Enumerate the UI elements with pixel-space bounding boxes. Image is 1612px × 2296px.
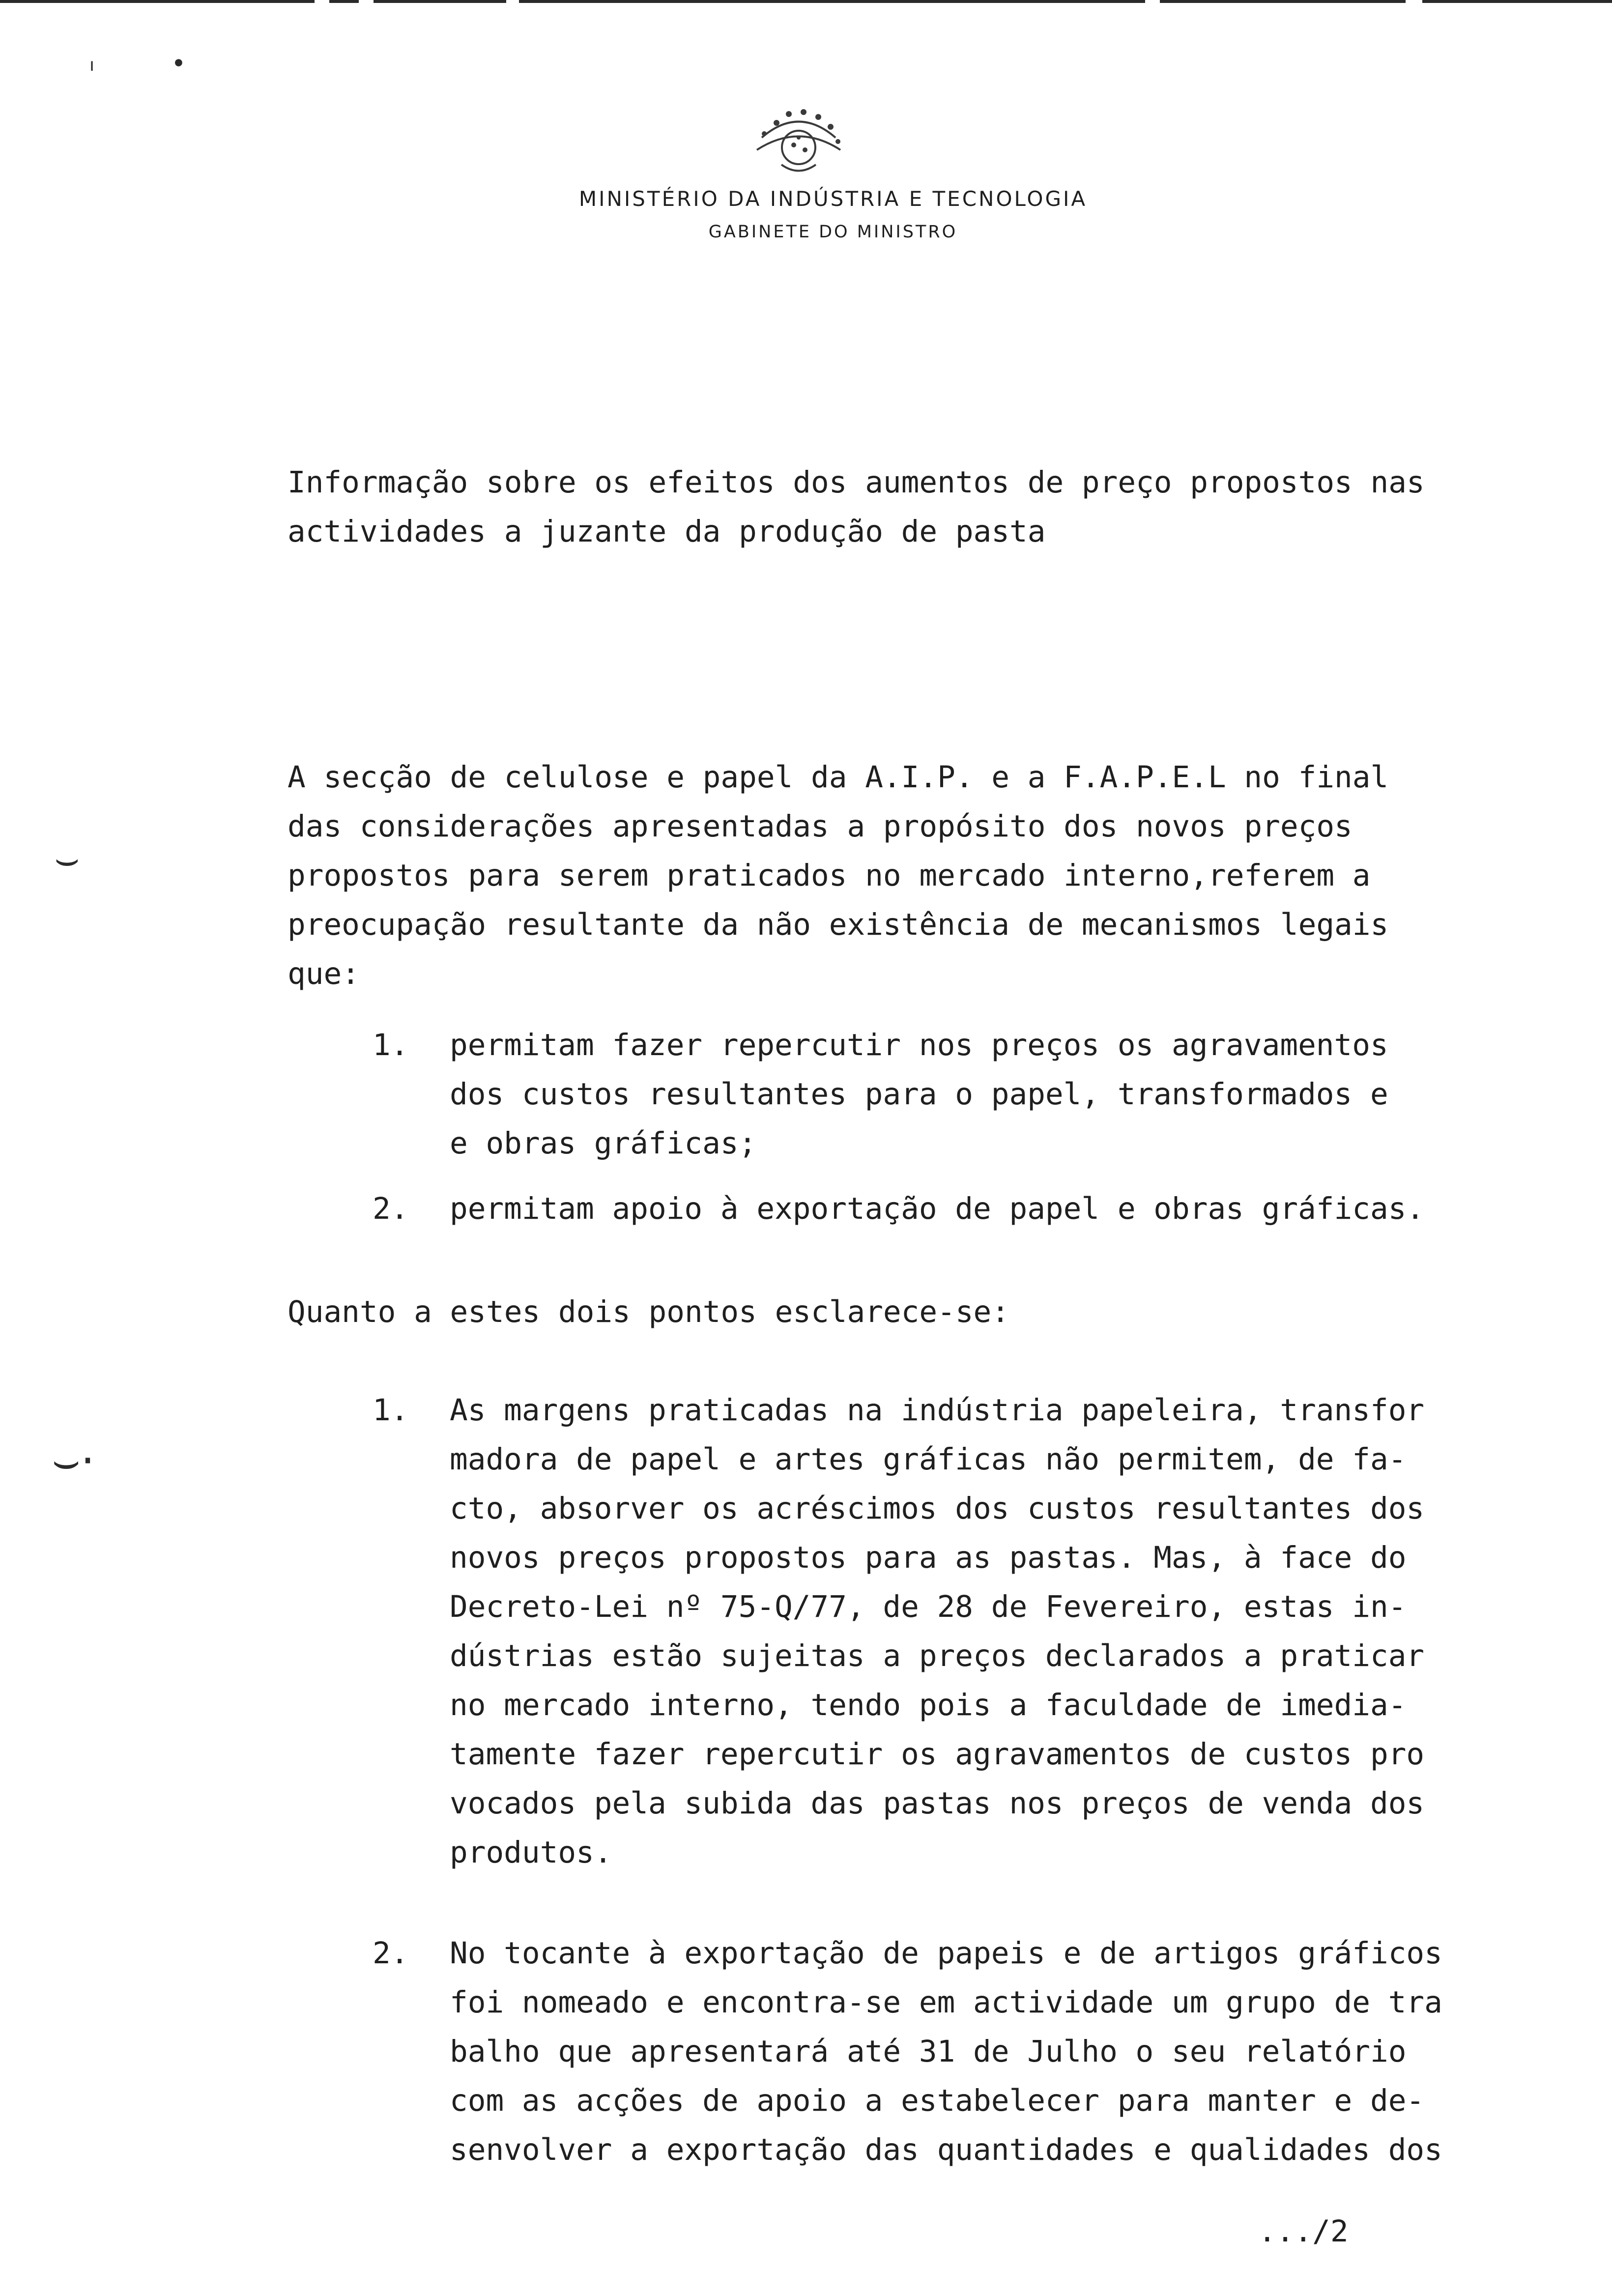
margin-pencil-mark: ⌣ [54,835,80,881]
list-item [450,1021,1388,1168]
list-item-line: Decreto-Lei nº 75-Q/77, de 28 de Fevereiro, estas in- [450,1589,1407,1624]
stray-mark: • [172,51,185,75]
list-item-line: As margens praticadas na indústria papeleira, transfor [450,1393,1425,1428]
top-border-gap [1406,0,1422,4]
top-border-line [0,0,1612,3]
title-line: Informação sobre os efeitos dos aumentos de preço propostos nas [288,465,1425,500]
list-item-line: No tocante à exportação de papeis e de artigos gráficos [450,1936,1442,1971]
list-item-number: 1. [373,1393,409,1428]
intro-line: propostos para serem praticados no mercado interno,referem a [288,858,1371,893]
list-item-line: no mercado interno, tendo pois a faculdade de imedia- [450,1688,1407,1722]
list-item-line: madora de papel e artes gráficas não permitem, de fa- [450,1442,1407,1477]
page-continuation: .../2 [1258,2214,1349,2249]
list-item-line: dústrias estão sujeitas a preços declarados a praticar [450,1638,1425,1673]
subheading: Quanto a estes dois pontos esclarece-se: [288,1294,1010,1329]
list-item [450,1929,1442,2175]
list-item-number: 2. [373,1936,409,1971]
list-item-line: vocados pela subida das pastas nos preços de venda dos [450,1786,1425,1821]
coat-of-arms-seal-icon [742,103,855,177]
ministry-name: MINISTÉRIO DA INDÚSTRIA E TECNOLOGIA [578,187,1088,211]
document-title [288,458,1425,556]
list-item-line: produtos. [450,1835,612,1870]
cabinet-name: GABINETE DO MINISTRO [708,222,958,242]
list-item-line: e obras gráficas; [450,1126,757,1161]
top-border-gap [1145,0,1160,4]
list-item-line: dos custos resultantes para o papel, transformados e [450,1077,1388,1112]
list-item [450,1386,1424,1877]
list-item-line: novos preços propostos para as pastas. Mas, à face do [450,1540,1407,1575]
intro-line: A secção de celulose e papel da A.I.P. e a F.A.P.E.L no final [288,760,1389,795]
list-item-line: com as acções de apoio a estabelecer para manter e de- [450,2083,1425,2118]
list-item [450,1184,1424,1234]
list-item-number: 1. [373,1028,409,1062]
list-item-line: foi nomeado e encontra-se em actividade um grupo de tra [450,1985,1442,2020]
list-item-number: 2. [373,1191,409,1226]
list-item-line: permitam apoio à exportação de papel e obras gráficas. [450,1191,1425,1226]
top-border-gap [359,0,374,4]
intro-paragraph [288,753,1388,999]
intro-line: das considerações apresentadas a propósito dos novos preços [288,809,1353,844]
title-line: actividades a juzante da produção de pasta [288,514,1046,549]
intro-line: preocupação resultante da não existência de mecanismos legais [288,907,1389,942]
list-item-line: cto, absorver os acréscimos dos custos resultantes dos [450,1491,1425,1526]
margin-pencil-mark: ⌣· [52,1435,95,1487]
top-border-gap [315,0,329,4]
intro-line: que: [288,956,360,991]
list-item-line: permitam fazer repercutir nos preços os agravamentos [450,1028,1388,1062]
list-item-line: senvolver a exportação das quantidades e qualidades dos [450,2132,1442,2167]
top-border-gap [506,0,519,4]
stray-mark: ı [89,55,95,75]
list-item-line: balho que apresentará até 31 de Julho o seu relatório [450,2034,1407,2069]
list-item-line: tamente fazer repercutir os agravamentos de custos pro [450,1737,1425,1772]
